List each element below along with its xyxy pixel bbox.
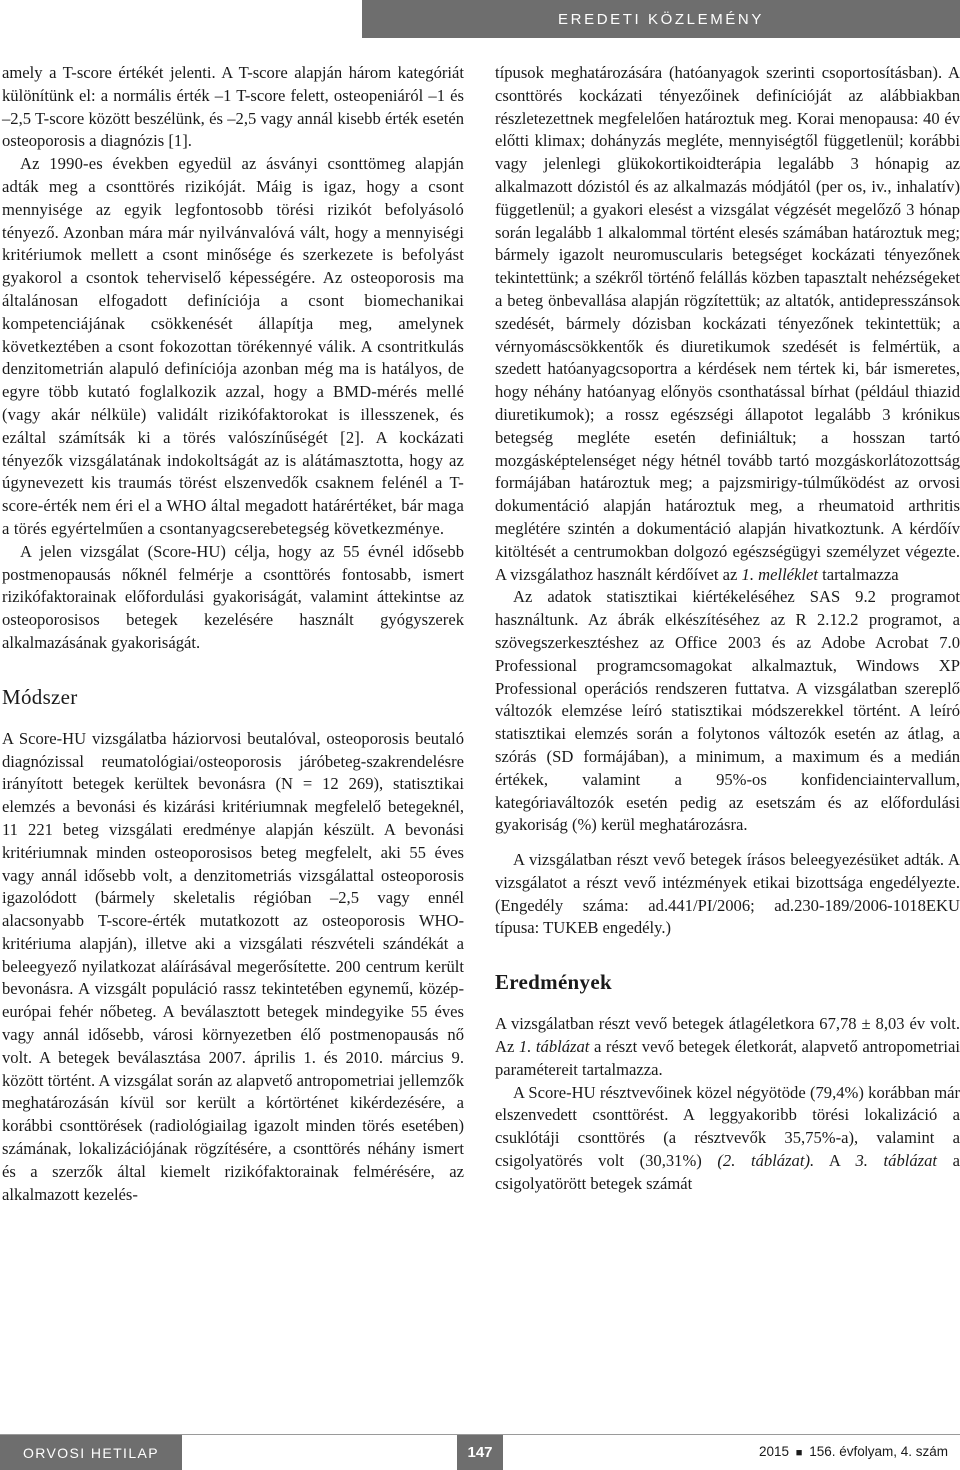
- heading-results: Eredmények: [495, 970, 612, 995]
- risk-factors-text: típusok meghatározására (hatóanyagok szerinti csoportosításban). A csonttörés kockázati tényezőinek definícióját az alábbiakban részletezettnek megfelelően határoztuk meg. Korai menopausa: 40 év előtti klimax; dohányzás megléte, mennyiségtől függetlenül; korábbi vagy jelenlegi glükokortikoidterápia legalább 3 hónapig az alkalmazott dózistól és az alkalmazás módjától (per os, iv., inhalatív) függetlenül; a gyakori elesést a vizsgálat végzését megelőző 3 hónap során legalább 1 alkalommal történt elesés számában határoztuk meg; bármely igazolt neuromuscularis betegséget kockázati tényezőnek tekintettünk; a székről történő felállás közben tapasztalt nehézségeket a beteg önbevallása alapján rögzítettük; az altatók, antidepresszánsok szedését, bármely dózisban kockázati tényezőnek tekintettük; a vérnyomáscsökkentők és diuretikumok szedését is felmértük, a szedett hatóanyagcsoportra a kérdések nem tértek ki, bár ismeretes, hogy néhány hatóanyag előnyös csonthatással bírhat (például thiazid diuretikumok); a rossz egészségi állapotot legalább 3 krónikus betegség megléte esetén definiáltuk; a hosszan tartó mozgásképtelenséget négy hétnél tovább tartó mozgáskorlátozottság formájában határoztuk meg; a pajzsmirigy-túlműködést az orvosi dokumentáció alapján határoztuk meg, a rheumatoid arthritis meglétére szintén a dokumentáció alapján hivatkoztunk. A kérdőív kitöltését a centrumokban dolgozó egészségügyi személyzet végezte. A vizsgálathoz használt kérdőívet az: [495, 63, 960, 584]
- paragraph-history: Az 1990-es években egyedül az ásványi csonttömeg alapján adták meg a csonttörés rizikóját. Máig is igaz, hogy a csont mennyisége az egyik legfontosobb törési rizikót befolyásoló tényező. Azonban mára már nyilvánvalóvá vált, hogy a mennyiségi kritériumok mellett a csont minősége és szerkezete is befolyást gyakorol a csontok teherviselő képességére. Az osteoporosis ma általánosan elfogadott definíciója a csont biomechanikai kompetenciájának csökkenését állapítja meg, amelynek következtében a csont fokozottan törékennyé válik. A csontritkulás denzitometrián alapuló definíciója azonban még ma is hatályos, de egyre több kutató foglalkozik azzal, hogy a BMD-mérés mellé (vagy akár nélküle) validált rizikófaktorokat is illesszenek, és ezáltal számítsák ki a törés valószínűségét [2]. A kockázati tényezők vizsgálatának indokoltságát az is alátámasztotta, hogy az úgynevezett kis traumás törést elszenvedők csaknem felénél a T-score-érték nem éri el a WHO által megadott határértéket, bár maga a törés egyértelműen a csontanyagcserebetegség következménye.: [2, 154, 464, 538]
- issue-year: 2015: [758, 1444, 789, 1459]
- paragraph-age: [495, 1013, 960, 1081]
- fractures-text-end: a csigolyatörött betegek számát: [495, 1151, 960, 1193]
- journal-name: ORVOSI HETILAP: [0, 1435, 182, 1470]
- left-column: [2, 62, 464, 1206]
- issue-info: [759, 1444, 948, 1459]
- square-separator-icon: ■: [795, 1447, 803, 1459]
- age-text-end: a részt vevő betegek életkorát, alapvető antropometriai paramétereit tartalmazza.: [495, 1037, 960, 1079]
- paragraph-risk-factors: [495, 62, 960, 586]
- table1-ref: 1. táblázat: [518, 1037, 590, 1057]
- heading-method: Módszer: [2, 684, 78, 709]
- fractures-text: A Score-HU résztvevőinek közel négyötöde (79,4%) korábban már elszenvedett csonttörést. A leggyakoribb törési lokalizáció a csuklótáji csonttörés (a résztvevők 35,75%-a), valamint a csigolyatörés volt (30,31%): [495, 1082, 960, 1171]
- appendix-ref: 1. melléklet: [741, 564, 818, 584]
- paragraph-statistics: Az adatok statisztikai kiértékeléséhez SAS 9.2 programot használtunk. Az ábrák elkészítéséhez az R 2.12.2 programot, a szövegszerkesztéshez az Office 2003 és az Adobe Acrobat 7.0 Professional programcsomagokat alkalmaztuk, Windows XP Professional operációs rendszeren futtatva. A vizsgálatban szereplő változók elemzése leíró statisztikai módszerekkel történt. A leíró statisztikai elemzés során a folytonos változók esetén az átlag, a szórás (SD formájában), a minimum, a maximum és a medián értékek, valamint a 95%-os konfidenciaintervallum, kategóriaváltozók esetén pedig az esetszám és az előfordulási gyakoriság (%) kerül meghatározásra.: [495, 587, 960, 835]
- table2-ref: (2. táblázat).: [717, 1151, 815, 1171]
- table3-ref: 3. táblázat: [855, 1151, 938, 1171]
- page-number: 147: [457, 1435, 503, 1470]
- right-column: [495, 62, 960, 1196]
- paragraph-method: A Score-HU vizsgálatba háziorvosi beutalóval, osteoporosis beutaló diagnózissal reumatológiai/osteoporosis járóbeteg-szakrendelésre irányított betegek kerültek bevonásra (N = 12 269), statisztikai elemzés a bevonási és kizárási kritériumnak megfelelő betegeknél, 11 221 beteg vizsgálati eredménye alapján készült. A bevonási kritériumnak minden osteoporosisos beteg megfelelt, aki 55 éves vagy annál idősebb volt, a denzitometriás vizsgálattal osteoporosis igazolódott (bármely skeletalis régióban –2,5 vagy ennél alacsonyabb T-score-érték mutatkozott az osteoporosis WHO-kritériuma alapján), illetve aki a vizsgálati részvételi szándékát a beleegyező nyilatkozat aláírásával megerősítette. 200 centrum került bevonásra. A vizsgált populáció rassz tekintetében egynemű, közép-európai fehér nőbeteg. A beválasztott betegek mindegyike 55 éves vagy annál idősebb, városi környezetben élő postmenopausás nő volt. A betegek beválasztása 2007. április 1. és 2010. március 9. között történt. A vizsgálat során az alapvető antropometriai jellemzők meghatározásán kívül sor került a kórtörténet kikérdezésére, a korábbi csonttörések (radiológiailag igazolt minden törés esetében) számának, lokalizációjának rögzítésére, a csonttörés néhány ismert és a szerzők által kiemelt rizikófaktorainak felmérésére, az alkalmazott kezelés-: [2, 728, 464, 1204]
- paragraph-aim: A jelen vizsgálat (Score-HU) célja, hogy az 55 évnél idősebb postmenopausás nőknél felmérje a csonttörés fontosabb, ismert rizikófaktorainak előfordulási gyakoriságát, valamint áttekintse az osteoporosisos betegek kezelésére használt gyógyszerek alkalmazásának gyakoriságát.: [2, 541, 464, 652]
- section-label: EREDETI KÖZLEMÉNY: [362, 0, 960, 38]
- risk-factors-end: tartalmazza: [818, 564, 899, 584]
- fractures-text-mid: A: [814, 1151, 856, 1171]
- paragraph-fractures: [495, 1082, 960, 1196]
- paragraph-ethics: A vizsgálatban részt vevő betegek írásos beleegyezésüket adták. A vizsgálatot a részt vevő intézmények etikai bizottsága engedélyezte. (Engedély száma: ad.441/PI/2006; ad.230-189/2006-1018EKU típusa: TUKEB engedély.): [495, 850, 960, 938]
- age-text: A vizsgálatban részt vevő betegek átlagéletkora 67,78 ± 8,03 év volt. Az: [495, 1014, 960, 1057]
- issue-volume: 156. évfolyam, 4. szám: [809, 1444, 948, 1459]
- paragraph-tscore: amely a T-score értékét jelenti. A T-score alapján három kategóriát különítünk el: a normális érték –1 T-score felett, osteopeniáról –1 és –2,5 T-score között beszélünk, és –2,5 vagy annál kisebb érték esetén osteoporosis a diagnózis [1].: [2, 63, 464, 151]
